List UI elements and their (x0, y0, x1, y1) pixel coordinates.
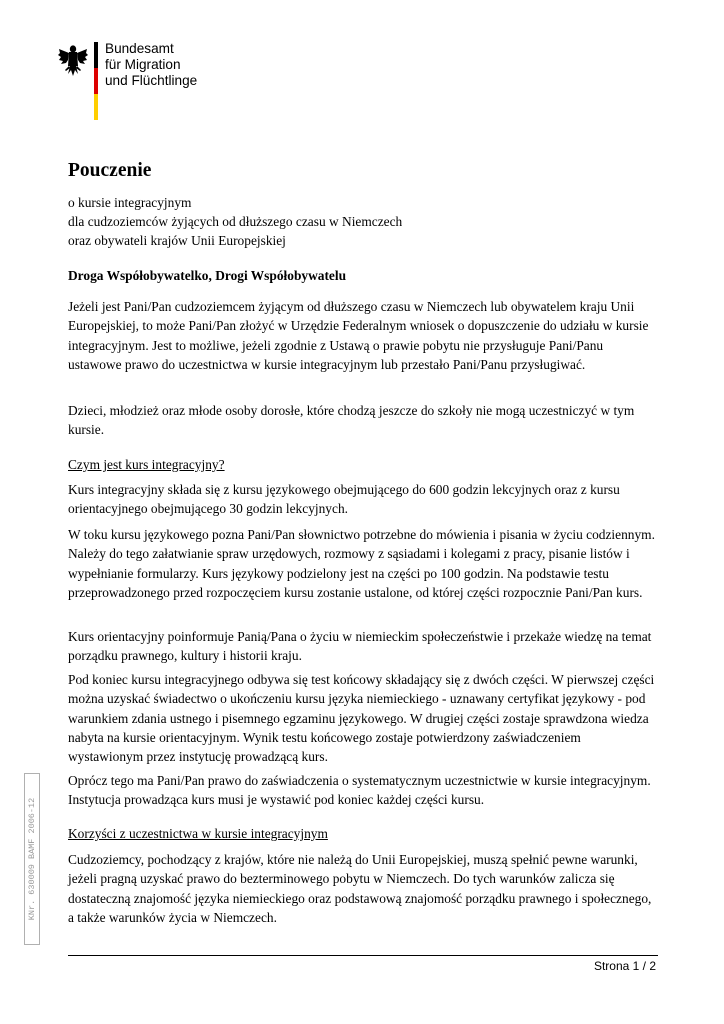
form-code-text: KNr. 630009 BAMF 2006-12 (27, 797, 37, 921)
org-line-2: für Migration (105, 57, 181, 72)
form-code-box (24, 773, 40, 945)
document-title: Pouczenie (68, 160, 152, 181)
salutation: Droga Współobywatelko, Drogi Współobywatelu (68, 268, 347, 283)
section-heading-benefits: Korzyści z uczestnictwa w kursie integracyjnym (68, 826, 328, 841)
intro-paragraph-1: Jeżeli jest Pani/Pan cudzoziemcem żyjącym od dłuższego czasu w Niemczech lub obywatelem kraju Unii Europejskiej, to może Pani/Pan złożyć w Urzędzie Federalnym wniosek o dopuszczenie do udziału w kursie integracyjnym. Jest to możliwe, jeżeli zgodnie z Ustawą o prawie pobytu nie przysługuje Pani/Panu ustawowe prawo do uczestnictwa w kursie integracyjnym lub przestało Pani/Panu przysługiwać. (68, 299, 649, 372)
footer-divider (68, 955, 658, 956)
flag-red (94, 68, 98, 94)
section1-paragraph-4: Pod koniec kursu integracyjnego odbywa się test końcowy składający się z dwóch części. W pierwszej części można uzyskać świadectwo o ukończeniu kursu języka niemieckiego - uznawany certyfikat językowy - pod warunkiem zdania ustnego i pisemnego egzaminu językowego. W drugiej części zostaje sprawdzona wiedza nabyta na kursie orientacyjnym. Wynik testu końcowego zostaje potwierdzony zaświadczeniem wystawionym przez instytucję prowadzącą kurs. (68, 672, 655, 765)
subtitle-line-3: oraz obywateli krajów Unii Europejskiej (68, 233, 286, 248)
org-line-3: und Flüchtlinge (105, 73, 198, 88)
org-name (105, 41, 197, 89)
federal-eagle-icon (58, 40, 88, 80)
org-line-1: Bundesamt (105, 41, 174, 56)
section1-paragraph-1: Kurs integracyjny składa się z kursu językowego obejmującego do 600 godzin lekcyjnych oraz z kursu orientacyjnego obejmującego 30 godzin lekcyjnych. (68, 482, 620, 517)
section2-paragraph-1: Cudzoziemcy, pochodzący z krajów, które nie należą do Unii Europejskiej, muszą spełnić pewne warunki, jeżeli pragną uzyskać prawo do bezterminowego pobytu w Niemczech. Do tych warunków zalicza się dostateczną znajomość języka niemieckiego oraz podstawową znajomość porządku prawnego i społecznego, a także warunków życia w Niemczech. (68, 852, 652, 925)
subtitle-line-1: o kursie integracyjnym (68, 195, 192, 210)
section1-paragraph-5: Oprócz tego ma Pani/Pan prawo do zaświadczenia o systematycznym uczestnictwie w kursie integracyjnym. Instytucja prowadząca kurs musi je wystawić pod koniec każdej części kursu. (68, 773, 651, 808)
page-number: Strona 1 / 2 (593, 959, 656, 973)
flag-black (94, 42, 98, 68)
section-heading-what-is-course: Czym jest kurs integracyjny? (68, 457, 225, 472)
subtitle-line-2: dla cudzoziemców żyjących od dłuższego czasu w Niemczech (68, 214, 403, 229)
intro-paragraph-2: Dzieci, młodzież oraz młode osoby dorosłe, które chodzą jeszcze do szkoły nie mogą uczestniczyć w tym kursie. (68, 403, 635, 438)
document-subtitle (68, 193, 402, 250)
flag-gold (94, 94, 98, 120)
section1-paragraph-2: W toku kursu językowego pozna Pani/Pan słownictwo potrzebne do mówienia i pisania w życiu codziennym. Należy do tego załatwianie spraw urzędowych, rozmowy z sąsiadami i kolegami z pracy, pisanie listów i wypełnianie formularzy. Kurs językowy podzielony jest na części po 100 godzin. Na podstawie testu przeprowadzonego przed rozpoczęciem kursu zostanie ustalone, od której części rozpocznie Pani/Pan kurs. (68, 527, 655, 600)
section1-paragraph-3: Kurs orientacyjny poinformuje Panią/Pana o życiu w niemieckim społeczeństwie i przekaże wiedzę na temat porządku prawnego, kultury i historii kraju. (68, 629, 652, 664)
german-flag-bar (94, 42, 98, 120)
